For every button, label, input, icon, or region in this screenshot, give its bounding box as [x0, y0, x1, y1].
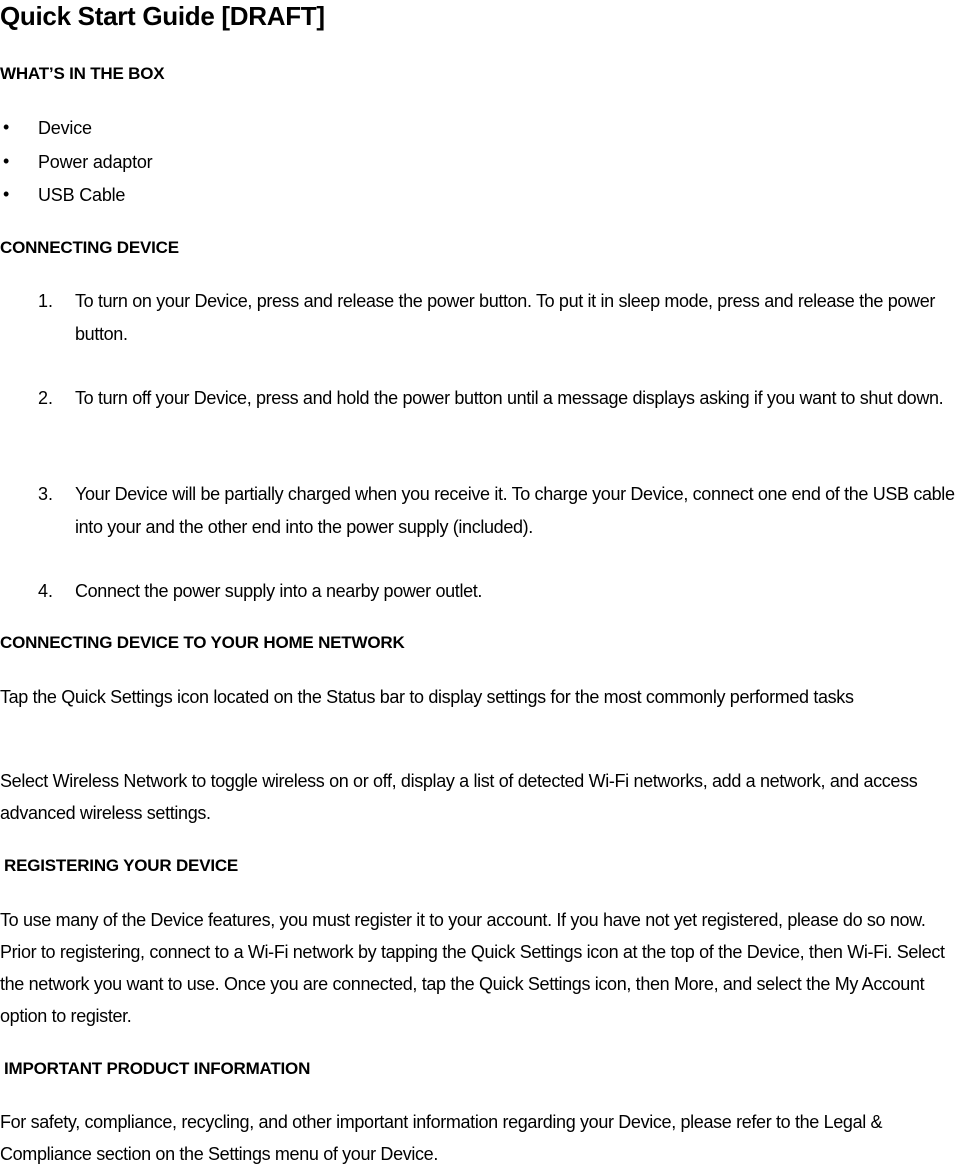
step-text: Your Device will be partially charged when you receive it. To charge your Device, connect one end of the USB cable into your and the other end into the power supply (included). — [75, 484, 955, 537]
step-text: Connect the power supply into a nearby power outlet. — [75, 581, 483, 601]
list-item-text: Device — [38, 118, 92, 138]
bullet-icon: • — [3, 117, 10, 137]
section-heading-connecting: CONNECTING DEVICE — [0, 238, 179, 257]
section-heading-network: CONNECTING DEVICE TO YOUR HOME NETWORK — [0, 633, 405, 652]
step-text: To turn on your Device, press and release the power button. To put it in sleep mode, press and release the power button. — [75, 291, 935, 344]
network-paragraph: Select Wireless Network to toggle wireless on or off, display a list of detected Wi-Fi networks, add a network, and access advanced wireless settings. — [0, 771, 918, 823]
step-number: 4. — [38, 581, 54, 601]
list-item-text: Power adaptor — [38, 151, 153, 172]
step-number: 2. — [38, 388, 54, 408]
bullet-icon: • — [3, 184, 10, 204]
section-heading-important: IMPORTANT PRODUCT INFORMATION — [4, 1059, 311, 1078]
section-heading-registering: REGISTERING YOUR DEVICE — [4, 856, 239, 875]
step-text: To turn off your Device, press and hold the power button until a message displays asking if you want to shut down. — [75, 388, 944, 408]
list-item-text: USB Cable — [38, 185, 126, 205]
network-paragraph: Tap the Quick Settings icon located on the Status bar to display settings for the most commonly performed tasks — [0, 687, 854, 707]
document-title: Quick Start Guide [DRAFT] — [0, 1, 325, 31]
section-heading-box: WHAT’S IN THE BOX — [0, 64, 165, 83]
registering-paragraph: To use many of the Device features, you must register it to your account. If you have not yet registered, please do so now. Prior to registering, connect to a Wi-Fi network by tapping the Quick Settings icon at the top of the Device, then Wi-Fi. Select the network you want to use. Once you are connected, tap the Quick Settings icon, then More, and select the My Account option to register. — [0, 910, 945, 1026]
step-number: 3. — [38, 484, 54, 504]
bullet-icon: • — [3, 150, 10, 171]
important-paragraph: For safety, compliance, recycling, and other important information regarding your Device, please refer to the Legal & Compliance section on the Settings menu of your Device. — [0, 1112, 883, 1164]
step-number: 1. — [38, 291, 54, 311]
